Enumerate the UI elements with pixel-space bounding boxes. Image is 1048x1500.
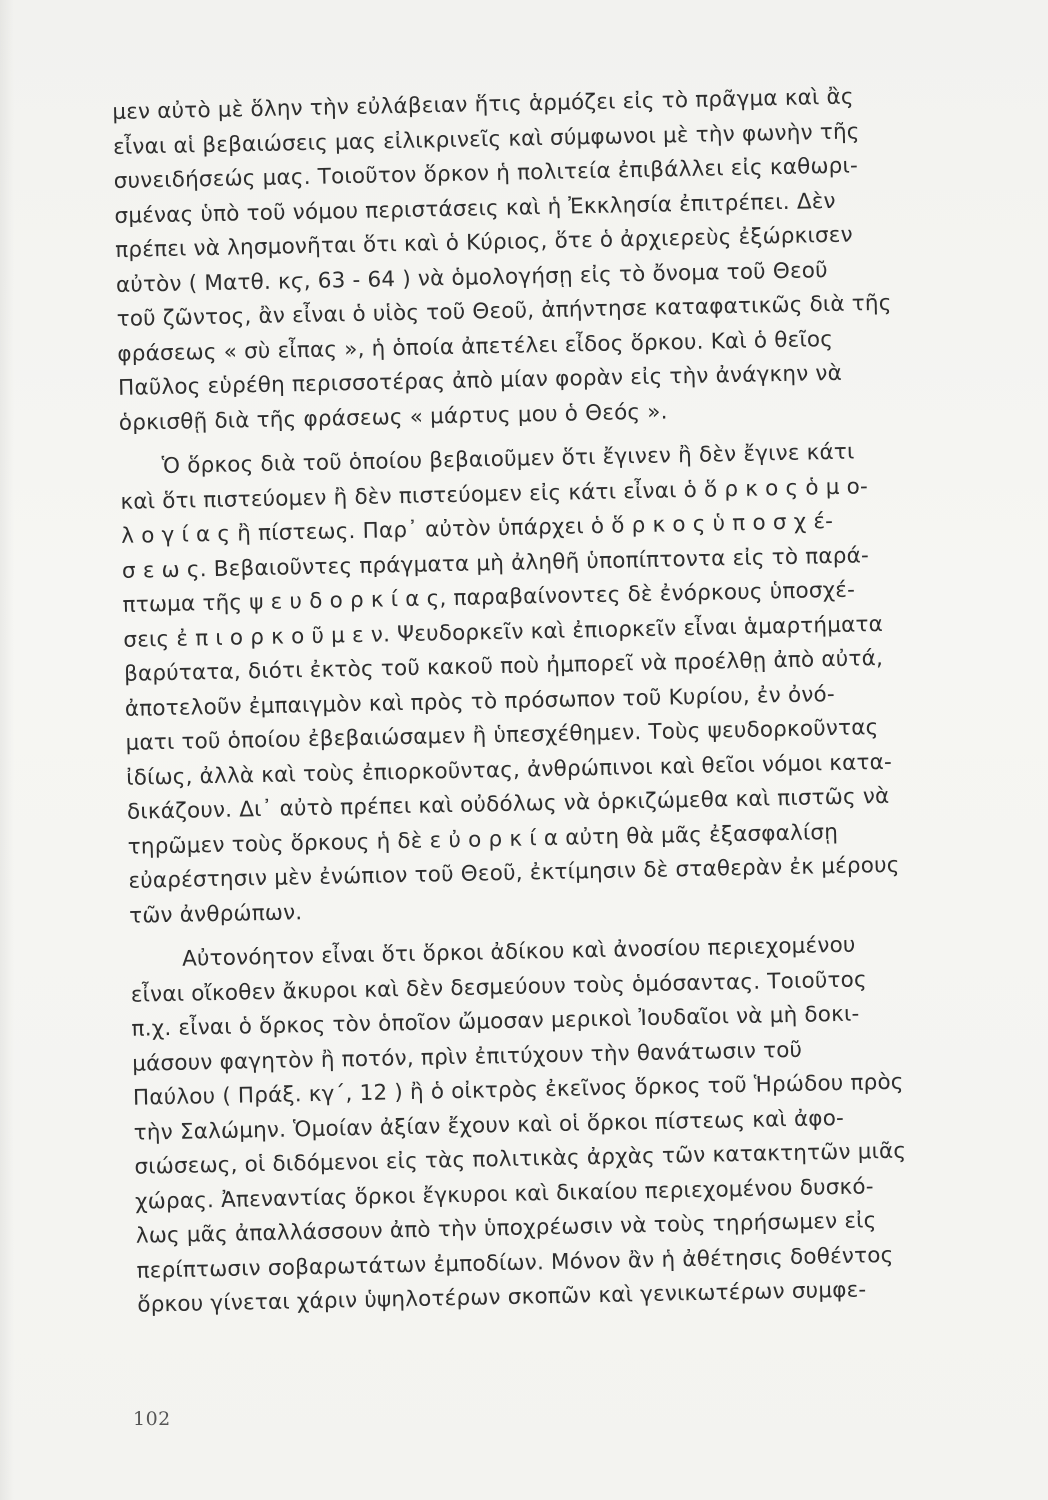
page-number: 102 bbox=[133, 1408, 171, 1430]
text-line: πρέπει νὰ λησμονῆται ὅτι καὶ ὁ Κύριος, ὅτε ὁ ἀρχιερεὺς ἐξώρκισεν bbox=[114, 222, 854, 263]
text-line: τοῦ ζῶντος, ἂν εἶναι ὁ υἱὸς τοῦ Θεοῦ, ἀπήντησε καταφατικῶς διὰ τῆς bbox=[116, 290, 892, 332]
text-line: αὐτὸν ( Ματθ. κϛ, 63 - 64 ) νὰ ὁμολογήσῃ εἰς τὸ ὄνομα τοῦ Θεοῦ bbox=[115, 257, 829, 298]
text-line: Αὐτονόητον εἶναι ὅτι ὅρκοι ἀδίκου καὶ ἀνοσίου περιεχομένου bbox=[181, 932, 856, 972]
text-line: καὶ ὅτι πιστεύομεν ἢ δὲν πιστεύομεν εἰς κάτι εἶναι ὁ ὅ ρ κ ο ς ὁ μ ο- bbox=[120, 473, 869, 515]
text-line: σ ε ω ς. Βεβαιοῦντες πράγματα μὴ ἀληθῆ ὑποπίπτοντα εἰς τὸ παρά- bbox=[121, 542, 870, 584]
text-line: Παύλου ( Πράξ. κγ´, 12 ) ἢ ὁ οἰκτρὸς ἐκεῖνος ὅρκος τοῦ Ἡρώδου πρὸς bbox=[132, 1069, 904, 1111]
text-line: σμένας ὑπὸ τοῦ νόμου περιστάσεις καὶ ἡ Ἐκκλησία ἐπιτρέπει. Δὲν bbox=[114, 188, 837, 229]
text-line: τηρῶμεν τοὺς ὅρκους ἡ δὲ ε ὐ ο ρ κ ί α αὐτη θὰ μᾶς ἐξασφαλίσῃ bbox=[127, 819, 839, 860]
text-line: σιώσεως, οἱ διδόμενοι εἰς τὰς πολιτικὰς ἀρχὰς τῶν κατακτητῶν μιᾶς bbox=[134, 1138, 907, 1180]
text-line: περίπτωσιν σοβαρωτάτων ἐμποδίων. Μόνον ἂν ἡ ἀθέτησις δοθέντος bbox=[136, 1242, 894, 1284]
text-line: ἰδίως, ἀλλὰ καὶ τοὺς ἐπιορκοῦντας, ἀνθρώπινοι καὶ θεῖοι νόμοι κατα- bbox=[126, 749, 893, 791]
body-text bbox=[112, 78, 1018, 1324]
text-line: μεν αὐτὸ μὲ ὅλην τὴν εὐλάβειαν ἥτις ἁρμόζει εἰς τὸ πρᾶγμα καὶ ἂς bbox=[112, 84, 855, 125]
text-line: τὴν Σαλώμην. Ὁμοίαν ἀξίαν ἔχουν καὶ οἱ ὅρκοι πίστεως καὶ ἀφο- bbox=[133, 1105, 845, 1146]
text-line: π.χ. εἶναι ὁ ὅρκος τὸν ὁποῖον ὤμοσαν μερικοὶ Ἰουδαῖοι νὰ μὴ δοκι- bbox=[131, 1001, 860, 1042]
text-line: εὐαρέστησιν μὲν ἐνώπιον τοῦ Θεοῦ, ἐκτίμησιν δὲ σταθερὰν ἐκ μέρους bbox=[128, 852, 900, 894]
text-line: φράσεως « σὺ εἶπας », ἡ ὁποία ἀπετέλει εἶδος ὅρκου. Καὶ ὁ θεῖος bbox=[117, 326, 834, 367]
text-line: εἶναι αἱ βεβαιώσεις μας εἰλικρινεῖς καὶ σύμφωνοι μὲ τὴν φωνὴν τῆς bbox=[112, 118, 860, 160]
text-line: χώρας. Ἀπεναντίας ὅρκοι ἔγκυροι καὶ δικαίου περιεχομένου δυσκό- bbox=[134, 1173, 874, 1215]
paragraph-2 bbox=[119, 432, 1009, 933]
text-line: Ὁ ὅρκος διὰ τοῦ ὁποίου βεβαιοῦμεν ὅτι ἔγινεν ἢ δὲν ἔγινε κάτι bbox=[161, 439, 855, 480]
paragraph-1 bbox=[112, 78, 999, 441]
text-line: ὁρκισθῇ διὰ τῆς φράσεως « μάρτυς μου ὁ Θεός ». bbox=[118, 398, 668, 436]
text-line: εἶναι οἴκοθεν ἄκυροι καὶ δὲν δεσμεύουν τοὺς ὁμόσαντας. Τοιοῦτος bbox=[130, 966, 868, 1008]
text-line: μάσουν φαγητὸν ἢ ποτόν, πρὶν ἐπιτύχουν τὴν θανάτωσιν τοῦ bbox=[132, 1037, 803, 1077]
text-line: ὅρκου γίνεται χάριν ὑψηλοτέρων σκοπῶν καὶ γενικωτέρων συμφε- bbox=[137, 1277, 867, 1318]
text-line: συνειδήσεώς μας. Τοιοῦτον ὅρκον ἡ πολιτεία ἐπιβάλλει εἰς καθωρι- bbox=[113, 153, 859, 194]
text-line: τῶν ἀνθρώπων. bbox=[128, 899, 303, 929]
paragraph-3 bbox=[130, 925, 1018, 1323]
text-line: σεις ἐ π ι ο ρ κ ο ῦ μ ε ν. Ψευδορκεῖν καὶ ἐπιορκεῖν εἶναι ἁμαρτήματα bbox=[123, 611, 884, 653]
text-line: ἀποτελοῦν ἐμπαιγμὸν καὶ πρὸς τὸ πρόσωπον τοῦ Κυρίου, ἐν ὀνό- bbox=[124, 681, 836, 722]
text-line: πτωμα τῆς ψ ε υ δ ο ρ κ ί α ς, παραβαίνοντες δὲ ἐνόρκους ὑποσχέ- bbox=[122, 577, 856, 618]
text-line: Παῦλος εὑρέθη περισσοτέρας ἀπὸ μίαν φορὰν εἰς τὴν ἀνάγκην νὰ bbox=[117, 360, 843, 401]
scan-edge-shadow bbox=[0, 0, 14, 1500]
text-line: δικάζουν. Δι᾽ αὐτὸ πρέπει καὶ οὐδόλως νὰ ὁρκιζώμεθα καὶ πιστῶς νὰ bbox=[126, 783, 890, 825]
text-line: ματι τοῦ ὁποίου ἐβεβαιώσαμεν ἢ ὑπεσχέθημεν. Τοὺς ψευδορκοῦντας bbox=[125, 715, 879, 756]
text-line: λως μᾶς ἀπαλλάσσουν ἀπὸ τὴν ὑποχρέωσιν νὰ τοὺς τηρήσωμεν εἰς bbox=[135, 1208, 877, 1249]
text-line: βαρύτατα, διότι ἐκτὸς τοῦ κακοῦ ποὺ ἠμπορεῖ νὰ προέλθῃ ἀπὸ αὐτά, bbox=[123, 645, 884, 687]
text-line: λ ο γ ί α ς ἢ πίστεως. Παρ᾽ αὐτὸν ὑπάρχει ὁ ὅ ρ κ ο ς ὑ π ο σ χ έ- bbox=[120, 508, 834, 549]
